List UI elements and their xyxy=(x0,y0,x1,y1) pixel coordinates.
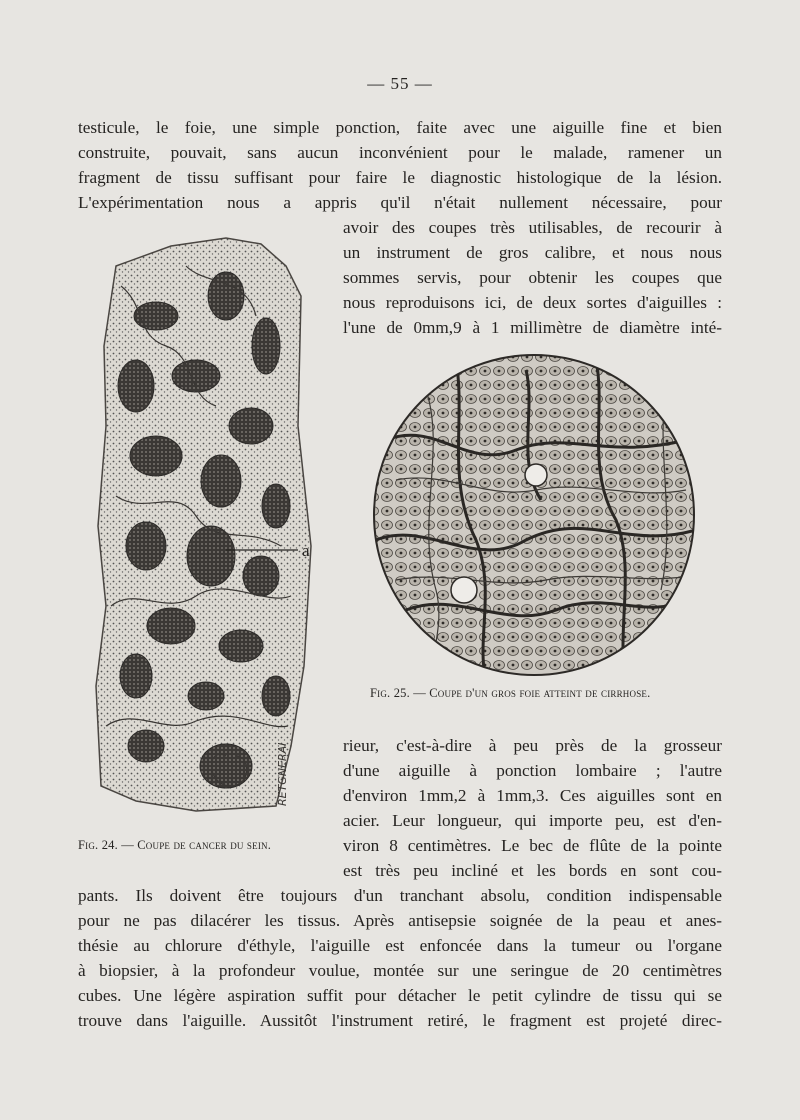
text-line: L'expérimentation nous a appris qu'il n'était nullement nécessaire, pour xyxy=(78,193,722,212)
figure-25-liver-cirrhosis-section xyxy=(366,350,718,680)
figure-24-label-a: a xyxy=(302,541,310,560)
figure-24-breast-cancer-section xyxy=(76,226,321,826)
text-line: sommes servis, pour obtenir les coupes que xyxy=(343,268,722,287)
text-line: un instrument de gros calibre, et nous nous xyxy=(343,243,722,262)
text-line: testicule, le foie, une simple ponction, faite avec une aiguille fine et bien xyxy=(78,118,722,137)
text-line: est très peu incliné et les bords en sont cou- xyxy=(343,861,722,880)
text-line: construite, pouvait, sans aucun inconvénient pour le malade, ramener un xyxy=(78,143,722,162)
page-number: — 55 — xyxy=(367,74,433,93)
text-line: rieur, c'est-à-dire à peu près de la grosseur xyxy=(343,736,722,755)
text-line: thésie au chlorure d'éthyle, l'aiguille est enfoncée dans la tumeur ou l'organe xyxy=(78,936,722,955)
text-line: acier. Leur longueur, qui importe peu, est d'en- xyxy=(343,811,722,830)
text-line: pour ne pas dilacérer les tissus. Après antisepsie soignée de la peau et anes- xyxy=(78,911,722,930)
text-line: d'une aiguille à ponction lombaire ; l'autre xyxy=(343,761,722,780)
text-line: cubes. Une légère aspiration suffit pour détacher le petit cylindre de tissu qui se xyxy=(78,986,722,1005)
figure-25-caption: Fig. 25. — Coupe d'un gros foie atteint de cirrhose. xyxy=(370,686,651,700)
text-line: avoir des coupes très utilisables, de recourir à xyxy=(343,218,722,237)
text-line: nous reproduisons ici, de deux sortes d'aiguilles : xyxy=(343,293,722,312)
figure-24-signature: RETGNERAI xyxy=(276,742,289,806)
text-line: fragment de tissu suffisant pour faire le diagnostic histologique de la lésion. xyxy=(78,168,722,187)
text-line: trouve dans l'aiguille. Aussitôt l'instrument retiré, le fragment est projeté direc- xyxy=(78,1011,722,1030)
figure-24-caption: Fig. 24. — Coupe de cancer du sein. xyxy=(78,838,272,852)
text-line: pants. Ils doivent être toujours d'un tranchant absolu, condition indispensable xyxy=(78,886,722,905)
text-line: à biopsier, à la profondeur voulue, montée sur une seringue de 20 centimètres xyxy=(78,961,722,980)
text-line: d'environ 1mm,2 à 1mm,3. Ces aiguilles sont en xyxy=(343,786,722,805)
text-line: l'une de 0mm,9 à 1 millimètre de diamètre inté- xyxy=(343,318,722,337)
text-line: viron 8 centimètres. Le bec de flûte de la pointe xyxy=(343,836,722,855)
